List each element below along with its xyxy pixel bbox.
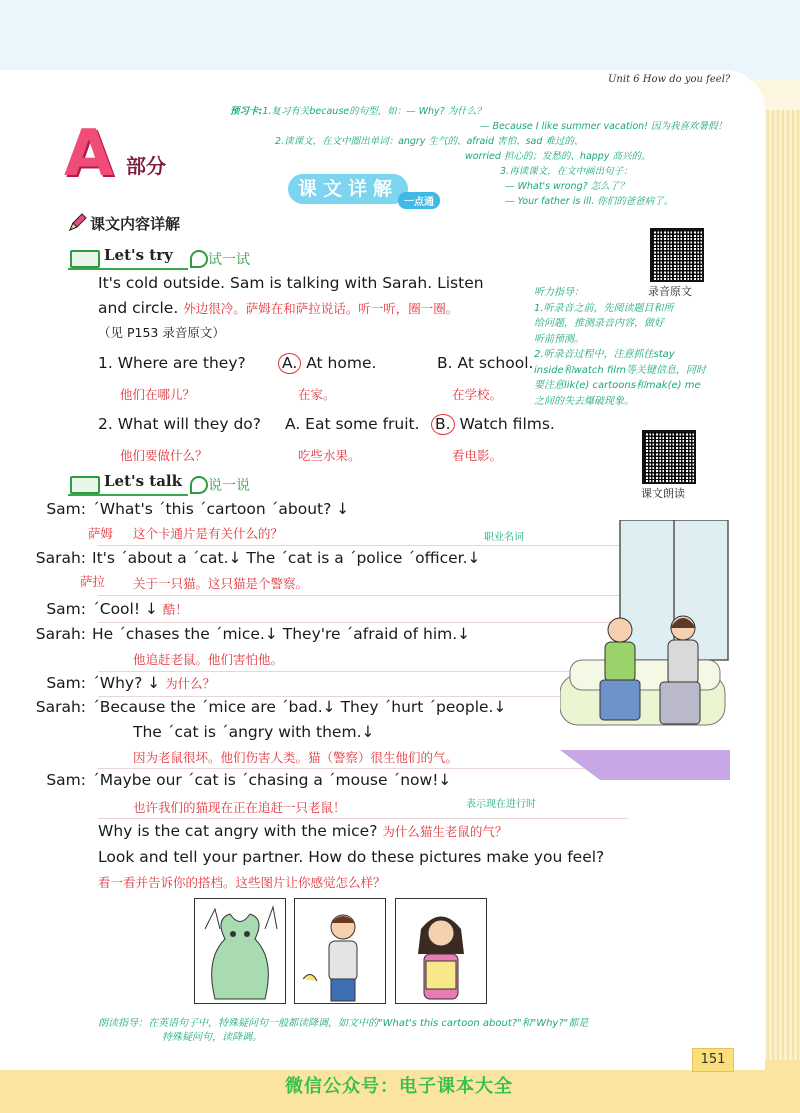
watermark: 微信公众号：电子课本大全	[285, 1076, 513, 1097]
tip-line: inside和watch film等关键信息，同时	[534, 364, 706, 376]
picture-monster	[194, 898, 286, 1004]
preview-title: 预习卡:	[230, 106, 263, 117]
try-question-2	[98, 415, 261, 433]
q2-option-b-text: Watch films.	[459, 415, 555, 433]
q1-cn: 他们在哪儿？	[120, 387, 196, 402]
reading-guide	[98, 1017, 738, 1045]
unit-header: Unit 6 How do you feel?	[608, 74, 731, 85]
speaker: Sam:	[46, 500, 86, 518]
lets-talk-header	[68, 472, 188, 496]
dialogue-cn: 也许我们的猫现在正在追赶一只老鼠！	[133, 800, 346, 815]
question-1-cn: 为什么猫生老鼠的气？	[382, 824, 508, 839]
dialogue-line	[30, 674, 215, 692]
page-edge	[762, 110, 800, 1113]
try-intro-en-1: It's cold outside. Sam is talking with Sarah. Listen	[98, 274, 484, 292]
picture-girl-gift	[395, 898, 487, 1004]
preview-line: 2.读课文，在文中圈出单词：angry 生气的、afraid 害怕、sad 难过的、	[275, 136, 584, 147]
q1-question: Where are they?	[117, 354, 246, 372]
girl-drawing	[396, 899, 486, 1003]
page-number: 151	[692, 1048, 734, 1072]
banner-subtitle: 一点通	[398, 192, 440, 209]
dialogue-line	[30, 500, 349, 518]
banner-title: 课文详解	[288, 174, 408, 204]
speaker: Sarah:	[35, 698, 86, 716]
top-background	[0, 0, 800, 80]
ruled-line	[98, 768, 628, 769]
dialogue-en: ˊWhy? ↓	[92, 674, 161, 692]
ruled-line	[98, 671, 628, 672]
book-icon	[70, 250, 100, 268]
dialogue-cn: 他追赶老鼠。他们害怕他。	[133, 652, 284, 667]
speaker: Sarah:	[35, 625, 86, 643]
lets-talk-cn: 说一说	[208, 478, 250, 494]
part-letter: A	[64, 117, 114, 191]
preview-line: — Because I like summer vacation! 因为我喜欢暑假！	[480, 121, 727, 132]
dialogue-line	[14, 625, 470, 643]
q2-number: 2.	[98, 415, 113, 433]
speaker: Sam:	[46, 600, 86, 618]
ruled-line	[98, 545, 628, 546]
preview-line: worried 担心的；发愁的、happy 高兴的。	[465, 151, 651, 162]
dialogue-en: ˊCool! ↓	[92, 600, 158, 618]
q2-cn: 他们要做什么？	[120, 448, 208, 463]
question-1-en: Why is the cat angry with the mice?	[98, 822, 378, 840]
dialogue-cn: 为什么？	[165, 676, 216, 691]
headphone-icon	[190, 250, 208, 268]
dialogue-line	[14, 549, 481, 567]
try-intro-en-2: and circle.	[98, 299, 179, 317]
answer-circle: A.	[278, 353, 301, 374]
try-intro-line2	[98, 299, 458, 317]
q2-option-a: A. Eat some fruit.	[285, 415, 420, 433]
speaker: Sam:	[46, 771, 86, 789]
try-reference: （见 P153 录音原文）	[98, 325, 225, 340]
q1-option-b: B. At school.	[437, 354, 534, 372]
preview-line: — What's wrong? 怎么了？	[505, 181, 629, 192]
note-officer: 职业名词	[484, 532, 524, 543]
book-icon	[70, 476, 100, 494]
part-label: 部分	[126, 154, 166, 178]
dialogue-en: ˊMaybe our ˊcat is ˊchasing a ˊmouse ˊnow!↓	[92, 771, 452, 789]
tip-line: 听前预测。	[534, 333, 584, 345]
pencil-icon	[67, 213, 87, 233]
question-2-en: Look and tell your partner. How do these pictures make you feel?	[98, 848, 605, 866]
lesson-banner	[288, 174, 468, 208]
dialogue-en: The ˊcat is ˊangry with them.↓	[133, 723, 375, 741]
dialogue-line	[14, 698, 506, 716]
qr-code-recording[interactable]	[650, 228, 704, 282]
lets-talk-label: Let's talk	[104, 472, 183, 490]
tip-line: 2.听录音过程中，注意抓住stay	[534, 349, 675, 360]
speaker: Sarah:	[35, 549, 86, 567]
tip-line: 给问题，推测录音内容，做好	[534, 318, 664, 329]
answer-circle: B.	[431, 414, 455, 435]
speaker: Sam:	[46, 674, 86, 692]
ruled-line	[98, 595, 628, 596]
section-title: 课文内容详解	[90, 215, 181, 233]
note-progressive: 表示现在进行时	[466, 799, 536, 810]
q2-option-b	[431, 414, 555, 435]
dialogue-cn: 这个卡通片是有关什么的？	[133, 526, 284, 541]
reading-guide-line: 朗读指导：在英语句子中，特殊疑问句一般都读降调，如文中的"What's this cartoon about?"和"Why?"都是	[98, 1018, 589, 1029]
speaker-cn: 萨拉	[80, 574, 106, 589]
lets-try-cn: 试一试	[208, 252, 250, 268]
q2-a-cn: 吃些水果。	[298, 448, 361, 463]
dialogue-line	[30, 771, 451, 789]
lets-try-header	[68, 246, 188, 270]
qr-label-reading: 课文朗读	[641, 487, 685, 500]
ruled-line	[98, 622, 628, 623]
q2-question: What will they do?	[117, 415, 261, 433]
kids-watching-tv-illustration	[560, 520, 730, 780]
qr-code-reading[interactable]	[642, 430, 696, 484]
preview-line: 1.复习有关because的句型，如：— Why? 为什么？	[262, 106, 486, 117]
q1-option-a-text: At home.	[306, 354, 377, 372]
tip-line: 之间的失去爆破现象。	[534, 395, 634, 407]
try-intro-cn: 外边很冷。萨姆在和萨拉说话。听一听，圈一圈。	[183, 301, 459, 316]
dialogue-en: ˊBecause the ˊmice are ˊbad.↓ They ˊhurt ˊpeople.↓	[92, 698, 507, 716]
preview-line: — Your father is ill. 你们的爸爸病了。	[505, 196, 674, 207]
ruled-line	[98, 696, 628, 697]
picture-boy-banana	[294, 898, 386, 1004]
q2-b-cn: 看电影。	[452, 448, 503, 463]
headphone-icon	[190, 476, 208, 494]
dialogue-line	[30, 600, 188, 618]
qr-label-recording: 录音原文	[648, 285, 692, 298]
dialogue-en: It's ˊabout a ˊcat.↓ The ˊcat is a ˊpolice ˊofficer.↓	[92, 549, 481, 567]
monster-drawing	[195, 899, 285, 1003]
q1-a-cn: 在家。	[298, 387, 336, 402]
ruled-line	[98, 818, 628, 819]
question-2-cn: 看一看并告诉你的搭档。这些图片让你感觉怎么样？	[98, 875, 386, 890]
boy-drawing	[295, 899, 385, 1003]
dialogue-cn: 酷！	[162, 602, 188, 617]
tip-title: 听力指导：	[534, 287, 584, 298]
dialogue-cn: 关于一只猫。这只猫是个警察。	[133, 576, 309, 591]
preview-line: 3.再读课文，在文中画出句子：	[500, 166, 633, 177]
q1-b-cn: 在学校。	[452, 387, 503, 402]
dialogue-en: He ˊchases the ˊmice.↓ They're ˊafraid of him.↓	[92, 625, 471, 643]
q1-option-a	[278, 353, 376, 374]
tip-line: 要注意lik(e) cartoons和mak(e) me	[534, 380, 701, 391]
dialogue-cn: 因为老鼠很坏。他们伤害人类。猫（警察）很生他们的气。	[133, 750, 459, 765]
speaker-cn: 萨姆	[88, 526, 114, 541]
reading-guide-line: 特殊疑问句，读降调。	[162, 1032, 262, 1043]
dialogue-en: ˊWhat's ˊthis ˊcartoon ˊabout? ↓	[92, 500, 350, 518]
listening-tip	[534, 285, 734, 409]
question-1	[98, 822, 507, 840]
tip-line: 1.听录音之前，先阅读题目和所	[534, 302, 674, 314]
q1-number: 1.	[98, 354, 113, 372]
lets-try-label: Let's try	[104, 246, 173, 264]
try-question-1	[98, 354, 246, 372]
